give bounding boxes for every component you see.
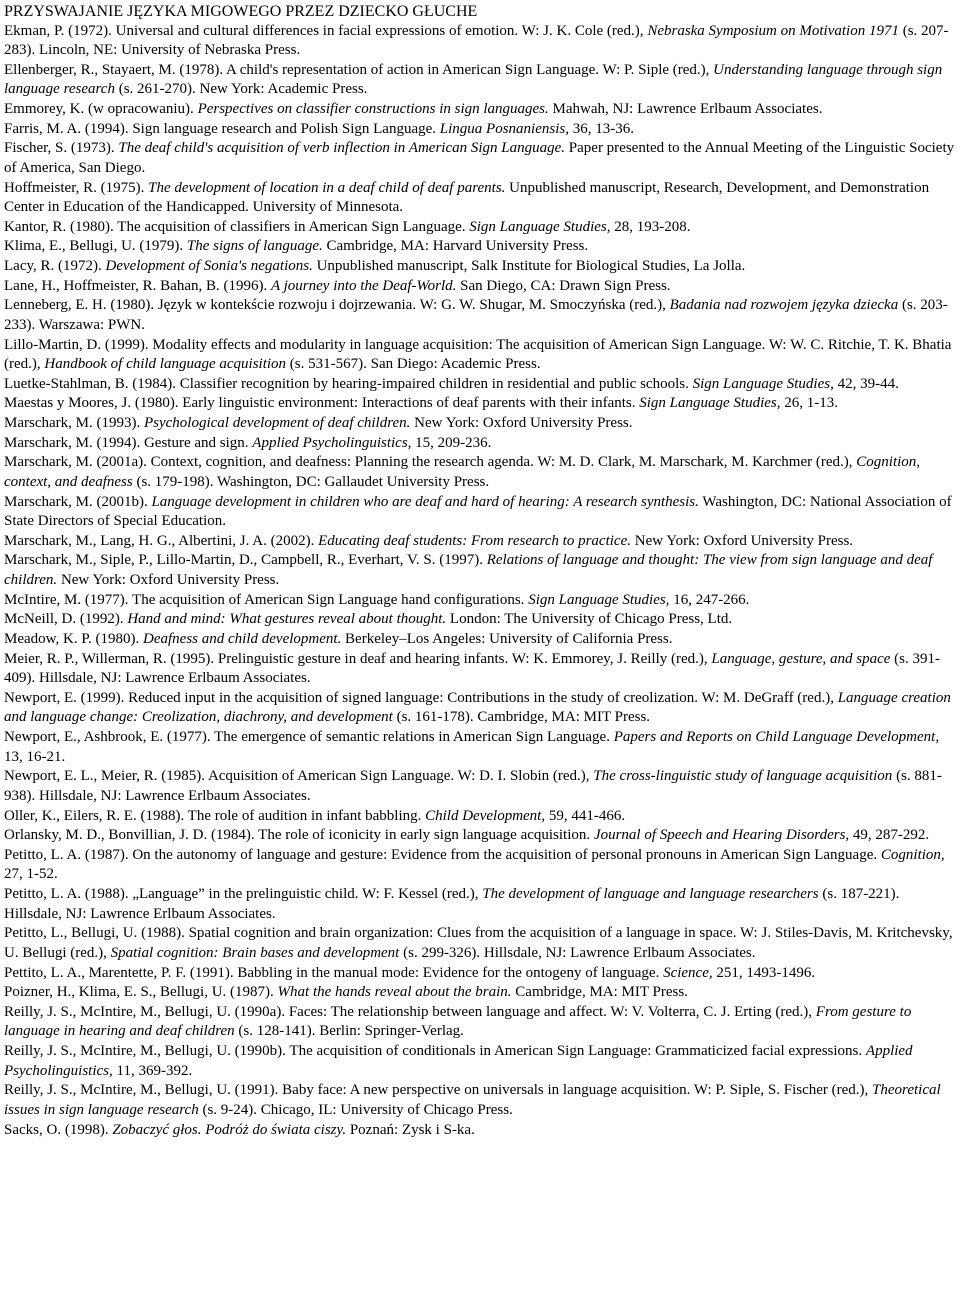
reference-text: 15, 209-236.	[411, 434, 492, 451]
reference-entry	[4, 218, 956, 238]
reference-entry	[4, 1121, 956, 1141]
reference-entry	[4, 100, 956, 120]
reference-title: Zobaczyć głos. Podróż do świata ciszy.	[112, 1121, 347, 1138]
reference-text: London: The University of Chicago Press, Ltd.	[446, 611, 733, 628]
reference-text: Petitto, L. A. (1988). „Language” in the prelinguistic child. W: F. Kessel (red.),	[4, 886, 483, 902]
reference-entry	[4, 336, 956, 375]
reference-text: Marschark, M. (2001b).	[4, 493, 152, 510]
reference-text: Marschark, M. (1993).	[4, 415, 144, 431]
reference-text: Washington, DC: National Association of State Directors of Special Education.	[4, 493, 952, 530]
reference-text: Mahwah, NJ: Lawrence Erlbaum Associates.	[548, 101, 823, 117]
reference-entry	[4, 728, 956, 767]
reference-text: 42, 39-44.	[833, 375, 899, 392]
reference-text: Newport, E. (1999). Reduced input in the acquisition of signed language: Contributions in the study of creolization. W: M. DeGraff (red.),	[4, 689, 838, 706]
reference-text: Newport, E., Ashbrook, E. (1977). The emergence of semantic relations in American Sign Language.	[4, 729, 614, 745]
reference-title: Language creation and language change: Creolization, diachrony, and development	[4, 689, 951, 726]
reference-title: Handbook of child language acquisition	[44, 356, 287, 373]
reference-entry	[4, 924, 956, 963]
reference-entry	[4, 414, 956, 434]
reference-entry	[4, 394, 956, 414]
reference-title: Applied Psycholinguistics,	[4, 1043, 913, 1079]
reference-text: Lenneberg, E. H. (1980). Język w kontekście rozwoju i dojrzewania. W: G. W. Shugar, M. Smoczyńska (red.),	[4, 297, 670, 314]
reference-text: 59, 441-466.	[545, 807, 626, 824]
reference-text: Marschark, M. (2001a). Context, cognition, and deafness: Planning the research agenda. W: M. D. Clark, M. Marschark, M. Karchmer (red.),	[4, 454, 857, 471]
reference-text: Marschark, M., Siple, P., Lillo-Martin, D., Campbell, R., Everhart, V. S. (1997).	[4, 552, 487, 569]
reference-text: 251, 1493-1496.	[712, 964, 816, 981]
reference-entry	[4, 591, 956, 611]
reference-text: Unpublished manuscript, Salk Institute for Biological Studies, La Jolla.	[312, 258, 746, 274]
running-header: PRZYSWAJANIE JĘZYKA MIGOWEGO PRZEZ DZIECKO GŁUCHE	[4, 3, 478, 20]
reference-text: Poznań: Zysk i S-ka.	[346, 1121, 475, 1138]
reference-text: (s. 881-938). Hillsdale, NJ: Lawrence Erlbaum Associates.	[4, 768, 942, 804]
reference-text: 28, 193-208.	[610, 218, 691, 235]
reference-text: Meadow, K. P. (1980).	[4, 630, 144, 647]
reference-title: Educating deaf students: From research to practice.	[318, 532, 631, 549]
reference-text: Oller, K., Eilers, R. E. (1988). The role of audition in infant babbling.	[4, 807, 426, 824]
reference-text: Klima, E., Bellugi, U. (1979).	[4, 238, 187, 255]
reference-title: Lingua Posnaniensis,	[439, 120, 569, 137]
reference-entry	[4, 630, 956, 650]
reference-text: (s. 9-24). Chicago, IL: University of Chicago Press.	[198, 1101, 513, 1118]
reference-entry	[4, 179, 956, 218]
reference-text: Newport, E. L., Meier, R. (1985). Acquisition of American Sign Language. W: D. I. Slobin (red.),	[4, 768, 594, 785]
reference-title: Deafness and child development.	[143, 630, 342, 647]
reference-title: Child Development,	[425, 807, 546, 824]
reference-text: (s. 179-198). Washington, DC: Gallaudet University Press.	[132, 473, 490, 490]
reference-text: (s. 187-221). Hillsdale, NJ: Lawrence Erlbaum Associates.	[4, 886, 900, 922]
reference-text: Petitto, L. A. (1987). On the autonomy of language and gesture: Evidence from the acquisition of personal pronouns in American Sign Language.	[4, 846, 881, 863]
reference-entry	[4, 296, 956, 335]
reference-text: Kantor, R. (1980). The acquisition of classifiers in American Sign Language.	[4, 218, 470, 235]
reference-text: Sacks, O. (1998).	[4, 1121, 113, 1138]
reference-entry	[4, 493, 956, 532]
reference-text: Lane, H., Hoffmeister, R. Bahan, B. (1996).	[4, 277, 271, 294]
reference-text: New York: Oxford University Press.	[630, 532, 854, 549]
reference-text: Petitto, L., Bellugi, U. (1988). Spatial cognition and brain organization: Clues from the acquisition of a language in space. W: J. Stiles-Davis, M. Kritchevsky, U. Bellugi (red.),	[4, 925, 953, 961]
reference-title: Papers and Reports on Child Language Development,	[613, 729, 940, 745]
reference-text: Lillo-Martin, D. (1999). Modality effects and modularity in language acquisition: The acquisition of American Sign Language. W: W. C. Ritchie, T. K. Bhatia (red.),	[4, 336, 952, 373]
reference-entry	[4, 1042, 956, 1081]
reference-text: 16, 247-266.	[669, 591, 750, 608]
reference-text: Ekman, P. (1972). Universal and cultural differences in facial expressions of emotion. W: J. K. Cole (red.),	[4, 22, 648, 39]
reference-title: Badania nad rozwojem języka dziecka	[669, 297, 899, 314]
reference-text: (s. 261-270). New York: Academic Press.	[114, 81, 368, 98]
reference-text: 49, 287-292.	[849, 827, 930, 844]
reference-entry	[4, 983, 956, 1003]
reference-text: Berkeley–Los Angeles: University of California Press.	[341, 630, 673, 647]
reference-entry	[4, 22, 956, 61]
reference-text: Orlansky, M. D., Bonvillian, J. D. (1984). The role of iconicity in early sign language acquisition.	[4, 827, 594, 844]
reference-text: Emmorey, K. (w opracowaniu).	[4, 101, 198, 117]
reference-text: New York: Oxford University Press.	[57, 572, 280, 588]
reference-entry	[4, 61, 956, 100]
reference-entry	[4, 1003, 956, 1042]
reference-entry	[4, 139, 956, 178]
reference-title: Journal of Speech and Hearing Disorders,	[593, 827, 850, 844]
reference-text: (s. 128-141). Berlin: Springer-Verlag.	[234, 1023, 464, 1040]
reference-entry	[4, 532, 956, 552]
reference-title: The signs of language.	[186, 238, 323, 255]
reference-entry	[4, 1081, 956, 1120]
reference-title: Development of Sonia's negations.	[105, 258, 313, 274]
reference-title: Applied Psycholinguistics,	[252, 434, 412, 451]
reference-entry	[4, 964, 956, 984]
reference-text: Reilly, J. S., McIntire, M., Bellugi, U. (1991). Baby face: A new perspective on universals in language acquisition. W: P. Siple, S. Fischer (red.),	[4, 1082, 873, 1099]
reference-entry	[4, 277, 956, 297]
reference-text: 36, 13-36.	[568, 120, 634, 137]
reference-title: Sign Language Studies,	[528, 591, 670, 608]
reference-text: Pettito, L. A., Marentette, P. F. (1991). Babbling in the manual mode: Evidence for the ontogeny of language.	[4, 964, 664, 981]
reference-text: McIntire, M. (1977). The acquisition of American Sign Language hand configurations.	[4, 591, 529, 608]
reference-title: Cognition,	[880, 846, 945, 863]
reference-entry	[4, 650, 956, 689]
reference-text: Poizner, H., Klima, E. S., Bellugi, U. (1987).	[4, 984, 278, 1001]
reference-title: From gesture to language in hearing and deaf children	[4, 1003, 912, 1040]
reference-title: Nebraska Symposium on Motivation 1971	[647, 22, 899, 39]
reference-text: Unpublished manuscript, Research, Development, and Demonstration Center in Education of the Handicapped. University of Minnesota.	[4, 179, 930, 216]
reference-entry	[4, 689, 956, 728]
reference-text: Reilly, J. S., McIntire, M., Bellugi, U. (1990b). The acquisition of conditionals in American Sign Language: Grammaticized facial expressions.	[4, 1043, 866, 1059]
reference-title: A journey into the Deaf-World.	[270, 277, 457, 294]
reference-text: Maestas y Moores, J. (1980). Early linguistic environment: Interactions of deaf parents with their infants.	[4, 395, 640, 412]
reference-title: Sign Language Studies,	[639, 395, 781, 412]
reference-entry	[4, 807, 956, 827]
reference-title: Language development in children who are deaf and hard of hearing: A research synthesis.	[151, 493, 699, 510]
reference-text: 26, 1-13.	[780, 395, 839, 412]
reference-text: McNeill, D. (1992).	[4, 611, 128, 628]
reference-entry	[4, 767, 956, 806]
reference-entry	[4, 551, 956, 590]
reference-entry	[4, 257, 956, 277]
reference-text: (s. 207-283). Lincoln, NE: University of Nebraska Press.	[4, 22, 949, 59]
reference-text: Farris, M. A. (1994). Sign language research and Polish Sign Language.	[4, 120, 440, 137]
reference-text: Cambridge, MA: MIT Press.	[511, 984, 688, 1001]
reference-title: Language, gesture, and space	[711, 650, 891, 667]
reference-text: 27, 1-52.	[4, 866, 58, 883]
reference-text: Reilly, J. S., McIntire, M., Bellugi, U. (1990a). Faces: The relationship between language and affect. W: V. Volterra, C. J. Erting (red.),	[4, 1003, 816, 1020]
reference-text: Cambridge, MA: Harvard University Press.	[322, 238, 589, 255]
reference-title: Relations of language and thought: The view from sign language and deaf children.	[4, 552, 933, 588]
reference-entry	[4, 846, 956, 885]
reference-entry	[4, 434, 956, 454]
reference-text: (s. 161-178). Cambridge, MA: MIT Press.	[392, 709, 651, 726]
reference-title: Sign Language Studies,	[692, 375, 834, 392]
reference-title: The deaf child's acquisition of verb inflection in American Sign Language.	[118, 140, 566, 157]
reference-title: Understanding language through sign language research	[4, 61, 943, 98]
reference-title: Perspectives on classifier constructions in sign languages.	[197, 101, 549, 117]
reference-title: The cross-linguistic study of language acquisition	[593, 768, 893, 785]
reference-entry	[4, 826, 956, 846]
reference-title: Hand and mind: What gestures reveal about thought.	[127, 611, 447, 628]
reference-text: Marschark, M. (1994). Gesture and sign.	[4, 434, 253, 451]
reference-title: Psychological development of deaf children.	[143, 415, 411, 431]
reference-text: (s. 531-567). San Diego: Academic Press.	[286, 356, 541, 373]
reference-title: The development of location in a deaf child of deaf parents.	[148, 179, 506, 196]
reference-entry	[4, 885, 956, 924]
reference-text: (s. 391-409). Hillsdale, NJ: Lawrence Erlbaum Associates.	[4, 650, 940, 687]
reference-text: (s. 299-326). Hillsdale, NJ: Lawrence Erlbaum Associates.	[399, 944, 756, 961]
reference-title: Theoretical issues in sign language research	[4, 1082, 941, 1118]
reference-text: New York: Oxford University Press.	[410, 415, 633, 431]
reference-text: Luetke-Stahlman, B. (1984). Classifier recognition by hearing-impaired children in residential and public schools.	[4, 375, 693, 392]
reference-text: Meier, R. P., Willerman, R. (1995). Prelinguistic gesture in deaf and hearing infants. W: K. Emmorey, J. Reilly (red.),	[4, 650, 712, 667]
reference-entry	[4, 237, 956, 257]
reference-title: What the hands reveal about the brain.	[277, 984, 512, 1001]
reference-text: 11, 369-392.	[112, 1062, 193, 1079]
reference-text: (s. 203-233). Warszawa: PWN.	[4, 297, 948, 333]
reference-text: Fischer, S. (1973).	[4, 140, 119, 157]
reference-text: Lacy, R. (1972).	[4, 258, 106, 274]
reference-text: Hoffmeister, R. (1975).	[4, 179, 149, 196]
reference-title: Spatial cognition: Brain bases and development	[110, 944, 400, 961]
reference-entry	[4, 610, 956, 630]
reference-text: Ellenberger, R., Stayaert, M. (1978). A child's representation of action in American Sign Language. W: P. Siple (red.),	[4, 61, 714, 78]
reference-text: Paper presented to the Annual Meeting of the Linguistic Society of America, San Diego.	[4, 140, 955, 176]
reference-text: 13, 16-21.	[4, 748, 66, 765]
reference-title: The development of language and language researchers	[482, 886, 819, 902]
reference-title: Sign Language Studies,	[469, 218, 611, 235]
reference-entry	[4, 120, 956, 140]
reference-text: Marschark, M., Lang, H. G., Albertini, J. A. (2002).	[4, 532, 319, 549]
reference-entry	[4, 375, 956, 395]
reference-title: Science,	[663, 964, 713, 981]
reference-entry	[4, 453, 956, 492]
reference-list	[4, 22, 956, 1141]
reference-text: San Diego, CA: Drawn Sign Press.	[456, 277, 671, 294]
reference-title: Cognition, context, and deafness	[4, 454, 921, 490]
